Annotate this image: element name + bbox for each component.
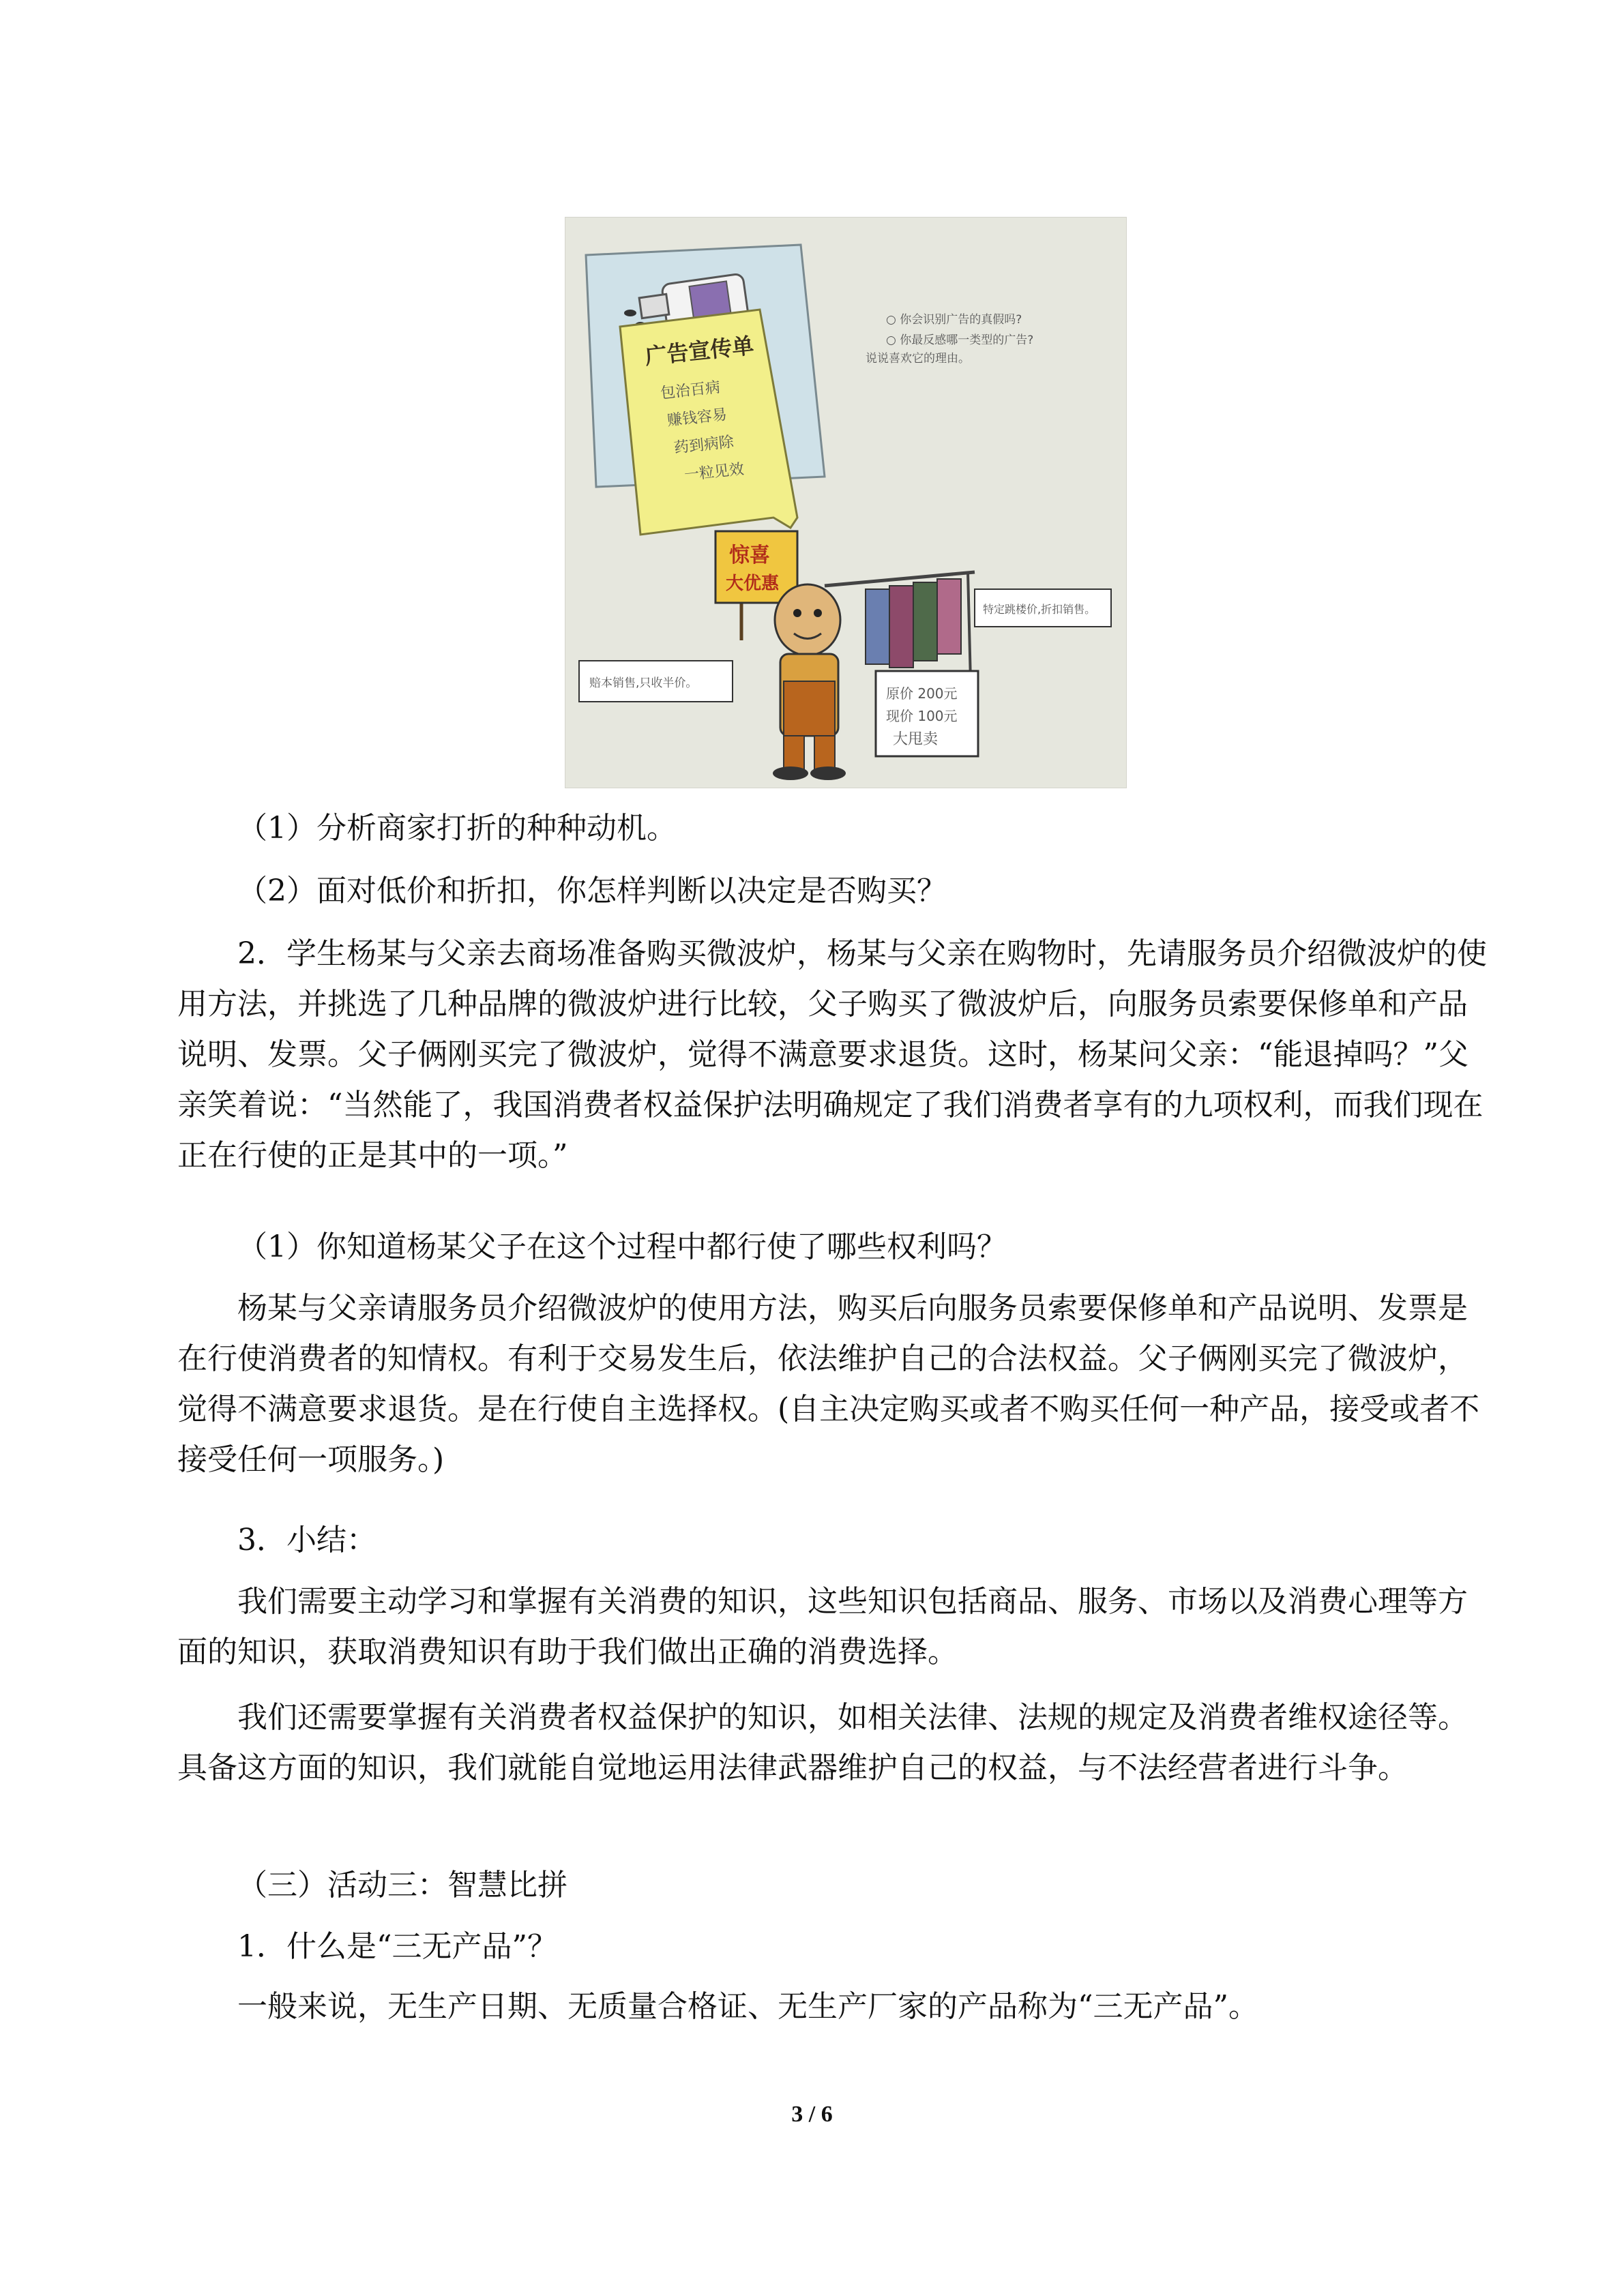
shopkeeper-figure: [773, 584, 846, 780]
price-line-3: 大甩卖: [893, 731, 939, 748]
activity-question: 1．什么是“三无产品”？: [237, 1929, 557, 1964]
sign-line-1: 惊喜: [729, 543, 770, 567]
figure-question-1: ○ 你会识别广告的真假吗?: [886, 313, 1022, 327]
question-1: （1）分析商家打折的种种动机。: [237, 811, 677, 846]
page-number: 3 / 6: [791, 2102, 833, 2127]
ad-sheet-line: 药到病除: [673, 433, 735, 457]
case-answer: 杨某与父亲请服务员介绍微波炉的使用方法，购买后向服务员索要保修单和产品说明、发票是在行使消费者的知情权。有利于交易发生后，依法维护自己的合法权益。父子俩刚买完了微波炉，觉得不满意要求退货。是在行使自主选择权。(自主决定购买或者不购买任何一种产品，接受或者不接受任何一项服务。): [177, 1291, 1480, 1477]
ad-sheet-line: 包治百病: [660, 378, 722, 402]
sign-line-2: 大优惠: [726, 573, 780, 594]
figure-question-2: ○ 你最反感哪一类型的广告?: [886, 333, 1034, 347]
speech-bubble-left: [579, 661, 733, 702]
speech-bubble-right: [975, 589, 1111, 627]
case-question: （1）你知道杨某父子在这个过程中都行使了哪些权利吗？: [237, 1229, 1007, 1264]
ad-sheet-line: 赚钱容易: [666, 406, 728, 430]
activity-answer: 一般来说，无生产日期、无质量合格证、无生产厂家的产品称为“三无产品”。: [237, 1989, 1258, 2024]
ad-sheet-line: 一粒见效: [683, 460, 745, 484]
illustration-svg: [565, 218, 1126, 788]
summary-paragraph-1: 我们需要主动学习和掌握有关消费的知识，这些知识包括商品、服务、市场以及消费心理等方面的知识，获取消费知识有助于我们做出正确的消费选择。: [177, 1584, 1468, 1669]
textbook-illustration: [565, 217, 1127, 788]
ad-sheet-title: 广告宣传单: [643, 332, 755, 370]
price-board: [876, 671, 978, 756]
activity-heading: （三）活动三：智慧比拼: [237, 1868, 567, 1903]
case-paragraph: 2．学生杨某与父亲去商场准备购买微波炉，杨某与父亲在购物时，先请服务员介绍微波炉的使用方法，并挑选了几种品牌的微波炉进行比较，父子购买了微波炉后，向服务员索要保修单和产品说明、发票。父子俩刚买完了微波炉，觉得不满意要求退货。这时，杨某问父亲：“能退掉吗？”父亲笑着说：“当然能了，我国消费者权益保护法明确规定了我们消费者享有的九项权利，而我们现在正在行使的正是其中的一项。”: [177, 936, 1487, 1173]
figure-question-3: 说说喜欢它的理由。: [866, 352, 970, 366]
summary-heading: 3．小结：: [237, 1523, 377, 1557]
question-2: （2）面对低价和折扣，你怎样判断以决定是否购买？: [237, 874, 947, 908]
price-line-2: 现价 100元: [886, 708, 958, 724]
price-line-1: 原价 200元: [886, 685, 958, 702]
summary-paragraph-2: 我们还需要掌握有关消费者权益保护的知识，如相关法律、法规的规定及消费者维权途径等。具备这方面的知识，我们就能自觉地运用法律武器维护自己的权益，与不法经营者进行斗争。: [177, 1700, 1468, 1785]
svg-text:赔本销售,只收半价。: 赔本销售,只收半价。: [589, 676, 698, 690]
svg-text:特定跳楼价,折扣销售。: 特定跳楼价,折扣销售。: [983, 603, 1096, 616]
